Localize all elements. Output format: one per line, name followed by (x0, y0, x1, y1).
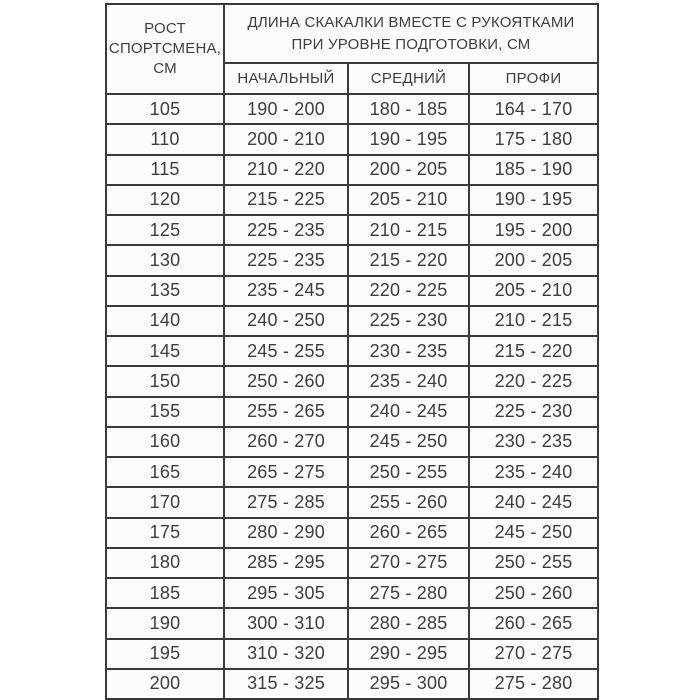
table-row (106, 366, 598, 396)
table-row (106, 397, 598, 427)
pro-cell: 220 - 225 (469, 366, 598, 396)
pro-cell: 240 - 245 (469, 487, 598, 517)
height-cell: 110 (106, 124, 224, 154)
height-cell: 200 (106, 669, 224, 699)
intermediate-cell: 255 - 260 (348, 487, 469, 517)
pro-cell: 250 - 260 (469, 578, 598, 608)
beginner-cell: 280 - 290 (224, 518, 348, 548)
intermediate-cell: 235 - 240 (348, 366, 469, 396)
pro-cell: 195 - 200 (469, 215, 598, 245)
height-cell: 170 (106, 487, 224, 517)
intermediate-cell: 220 - 225 (348, 276, 469, 306)
pro-cell: 270 - 275 (469, 639, 598, 669)
beginner-cell: 295 - 305 (224, 578, 348, 608)
pro-cell: 250 - 255 (469, 548, 598, 578)
table-row (106, 124, 598, 154)
pro-cell: 185 - 190 (469, 155, 598, 185)
header-athlete-height: РОСТ СПОРТСМЕНА, СМ (106, 4, 224, 94)
height-cell: 105 (106, 94, 224, 124)
table-row (106, 245, 598, 275)
intermediate-cell: 245 - 250 (348, 427, 469, 457)
intermediate-cell: 280 - 285 (348, 608, 469, 638)
intermediate-cell: 205 - 210 (348, 185, 469, 215)
beginner-cell: 215 - 225 (224, 185, 348, 215)
intermediate-cell: 215 - 220 (348, 245, 469, 275)
pro-cell: 235 - 240 (469, 457, 598, 487)
beginner-cell: 190 - 200 (224, 94, 348, 124)
table-body (106, 94, 598, 699)
pro-cell: 190 - 195 (469, 185, 598, 215)
beginner-cell: 255 - 265 (224, 397, 348, 427)
intermediate-cell: 225 - 230 (348, 306, 469, 336)
pro-cell: 245 - 250 (469, 518, 598, 548)
height-cell: 195 (106, 639, 224, 669)
rope-length-table (105, 3, 599, 700)
pro-cell: 230 - 235 (469, 427, 598, 457)
pro-cell: 164 - 170 (469, 94, 598, 124)
table-row (106, 457, 598, 487)
beginner-cell: 310 - 320 (224, 639, 348, 669)
pro-cell: 260 - 265 (469, 608, 598, 638)
height-cell: 150 (106, 366, 224, 396)
table-row (106, 578, 598, 608)
beginner-cell: 300 - 310 (224, 608, 348, 638)
intermediate-cell: 295 - 300 (348, 669, 469, 699)
header-rope-length-line1: ДЛИНА СКАКАЛКИ ВМЕСТЕ С РУКОЯТКАМИ (247, 13, 575, 31)
pro-cell: 225 - 230 (469, 397, 598, 427)
table-row (106, 185, 598, 215)
header-row-top (106, 4, 598, 63)
beginner-cell: 260 - 270 (224, 427, 348, 457)
rope-length-table-container (105, 3, 597, 700)
pro-cell: 275 - 280 (469, 669, 598, 699)
table-header (106, 4, 598, 94)
beginner-cell: 225 - 235 (224, 245, 348, 275)
table-row (106, 336, 598, 366)
height-cell: 190 (106, 608, 224, 638)
height-cell: 140 (106, 306, 224, 336)
intermediate-cell: 240 - 245 (348, 397, 469, 427)
intermediate-cell: 200 - 205 (348, 155, 469, 185)
intermediate-cell: 270 - 275 (348, 548, 469, 578)
beginner-cell: 240 - 250 (224, 306, 348, 336)
height-cell: 180 (106, 548, 224, 578)
table-row (106, 608, 598, 638)
header-level-intermediate: СРЕДНИЙ (348, 63, 469, 94)
height-cell: 130 (106, 245, 224, 275)
beginner-cell: 275 - 285 (224, 487, 348, 517)
intermediate-cell: 275 - 280 (348, 578, 469, 608)
beginner-cell: 265 - 275 (224, 457, 348, 487)
height-cell: 165 (106, 457, 224, 487)
height-cell: 185 (106, 578, 224, 608)
pro-cell: 210 - 215 (469, 306, 598, 336)
table-row (106, 639, 598, 669)
height-cell: 120 (106, 185, 224, 215)
table-row (106, 487, 598, 517)
pro-cell: 200 - 205 (469, 245, 598, 275)
beginner-cell: 200 - 210 (224, 124, 348, 154)
beginner-cell: 315 - 325 (224, 669, 348, 699)
pro-cell: 175 - 180 (469, 124, 598, 154)
table-row (106, 155, 598, 185)
beginner-cell: 210 - 220 (224, 155, 348, 185)
height-cell: 160 (106, 427, 224, 457)
beginner-cell: 285 - 295 (224, 548, 348, 578)
table-row (106, 669, 598, 699)
height-cell: 155 (106, 397, 224, 427)
header-rope-length-line2: ПРИ УРОВНЕ ПОДГОТОВКИ, СМ (291, 35, 531, 53)
height-cell: 115 (106, 155, 224, 185)
table-row (106, 215, 598, 245)
table-row (106, 427, 598, 457)
height-cell: 145 (106, 336, 224, 366)
height-cell: 135 (106, 276, 224, 306)
height-cell: 125 (106, 215, 224, 245)
intermediate-cell: 190 - 195 (348, 124, 469, 154)
header-level-beginner: НАЧАЛЬНЫЙ (224, 63, 348, 94)
height-cell: 175 (106, 518, 224, 548)
header-level-pro: ПРОФИ (469, 63, 598, 94)
intermediate-cell: 180 - 185 (348, 94, 469, 124)
table-row (106, 276, 598, 306)
table-row (106, 306, 598, 336)
pro-cell: 215 - 220 (469, 336, 598, 366)
beginner-cell: 245 - 255 (224, 336, 348, 366)
beginner-cell: 235 - 245 (224, 276, 348, 306)
beginner-cell: 250 - 260 (224, 366, 348, 396)
beginner-cell: 225 - 235 (224, 215, 348, 245)
table-row (106, 94, 598, 124)
intermediate-cell: 250 - 255 (348, 457, 469, 487)
table-row (106, 548, 598, 578)
intermediate-cell: 260 - 265 (348, 518, 469, 548)
intermediate-cell: 230 - 235 (348, 336, 469, 366)
intermediate-cell: 290 - 295 (348, 639, 469, 669)
pro-cell: 205 - 210 (469, 276, 598, 306)
table-row (106, 518, 598, 548)
intermediate-cell: 210 - 215 (348, 215, 469, 245)
header-rope-length (224, 4, 598, 63)
